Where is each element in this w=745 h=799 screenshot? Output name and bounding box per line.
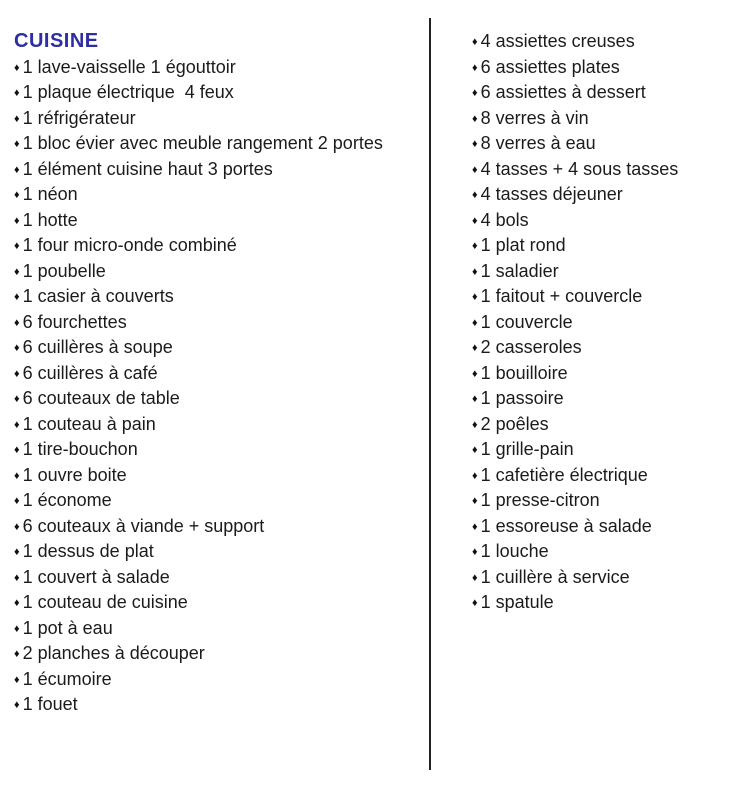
item-text: 2 poêles: [480, 413, 549, 434]
diamond-bullet-icon: ♦: [472, 495, 478, 507]
item-text: 1 essoreuse à salade: [480, 515, 652, 536]
list-item: [472, 233, 742, 259]
list-item: [14, 361, 426, 387]
item-text: 1 dessus de plat: [22, 541, 154, 561]
diamond-bullet-icon: ♦: [472, 265, 478, 278]
item-text: 6 couteaux de table: [22, 388, 180, 408]
diamond-bullet-icon: ♦: [14, 138, 20, 150]
list-item: [14, 641, 426, 667]
list-item: [14, 488, 426, 514]
diamond-bullet-icon: ♦: [14, 112, 20, 125]
list-item: [472, 284, 742, 310]
list-item: [472, 80, 742, 106]
diamond-bullet-icon: ♦: [472, 418, 478, 431]
diamond-bullet-icon: ♦: [14, 520, 20, 533]
list-item: [14, 667, 426, 693]
diamond-bullet-icon: ♦: [472, 87, 478, 99]
item-text: 1 cafetière électrique: [480, 464, 648, 485]
left-column: [14, 29, 426, 718]
item-text: 1 bouilloire: [480, 362, 568, 383]
item-text: 1 néon: [22, 184, 78, 204]
list-item: [14, 335, 426, 361]
diamond-bullet-icon: ♦: [14, 622, 20, 635]
list-item: [14, 233, 426, 259]
diamond-bullet-icon: ♦: [14, 444, 20, 456]
item-text: 1 pot à eau: [22, 617, 113, 638]
list-item: [472, 157, 742, 183]
list-item: [14, 590, 426, 616]
item-text: 1 louche: [480, 541, 549, 561]
item-text: 4 assiettes creuses: [480, 31, 635, 51]
list-item: [472, 106, 742, 132]
list-item: [472, 590, 742, 616]
diamond-bullet-icon: ♦: [14, 163, 20, 176]
list-item: [14, 616, 426, 642]
item-text: 1 spatule: [480, 592, 554, 612]
list-item: [14, 437, 426, 463]
diamond-bullet-icon: ♦: [472, 112, 478, 125]
item-text: 1 grille-pain: [480, 439, 574, 459]
item-text: 6 assiettes à dessert: [480, 82, 646, 102]
list-item: [14, 80, 426, 106]
diamond-bullet-icon: ♦: [14, 214, 20, 227]
item-text: 1 couvercle: [480, 311, 573, 332]
diamond-bullet-icon: ♦: [14, 87, 20, 99]
item-text: 1 plat rond: [480, 235, 566, 255]
diamond-bullet-icon: ♦: [472, 36, 478, 48]
diamond-bullet-icon: ♦: [14, 393, 20, 405]
right-column: [472, 29, 742, 616]
diamond-bullet-icon: ♦: [14, 546, 20, 558]
item-text: 1 fouet: [22, 694, 78, 714]
item-text: 1 réfrigérateur: [22, 107, 136, 128]
diamond-bullet-icon: ♦: [472, 240, 478, 252]
diamond-bullet-icon: ♦: [472, 291, 478, 303]
diamond-bullet-icon: ♦: [14, 367, 20, 380]
item-text: 6 cuillères à café: [22, 362, 158, 383]
diamond-bullet-icon: ♦: [472, 342, 478, 354]
list-item: [472, 463, 742, 489]
diamond-bullet-icon: ♦: [14, 418, 20, 431]
list-item: [14, 514, 426, 540]
diamond-bullet-icon: ♦: [14, 61, 20, 74]
item-text: 1 faitout + couvercle: [480, 286, 643, 306]
diamond-bullet-icon: ♦: [472, 444, 478, 456]
diamond-bullet-icon: ♦: [472, 546, 478, 558]
item-text: 1 plaque électrique 4 feux: [22, 82, 234, 102]
item-text: 1 économe: [22, 490, 112, 510]
item-text: 6 couteaux à viande + support: [22, 515, 265, 536]
item-text: 1 casier à couverts: [22, 286, 174, 306]
list-item: [472, 182, 742, 208]
list-item: [14, 310, 426, 336]
item-text: 1 hotte: [22, 209, 78, 230]
item-text: 1 couteau de cuisine: [22, 592, 188, 612]
list-item: [472, 335, 742, 361]
item-text: 6 fourchettes: [22, 311, 127, 332]
diamond-bullet-icon: ♦: [472, 520, 478, 533]
item-text: 1 poubelle: [22, 260, 106, 281]
diamond-bullet-icon: ♦: [472, 138, 478, 150]
diamond-bullet-icon: ♦: [14, 189, 20, 201]
list-item: [14, 208, 426, 234]
item-text: 1 bloc évier avec meuble rangement 2 portes: [22, 133, 383, 153]
diamond-bullet-icon: ♦: [14, 571, 20, 584]
list-item: [14, 157, 426, 183]
list-item: [472, 488, 742, 514]
item-text: 4 tasses déjeuner: [480, 184, 623, 204]
diamond-bullet-icon: ♦: [14, 469, 20, 482]
item-text: 1 saladier: [480, 260, 559, 281]
diamond-bullet-icon: ♦: [472, 367, 478, 380]
list-item: [472, 29, 742, 55]
item-text: 6 cuillères à soupe: [22, 337, 173, 357]
diamond-bullet-icon: ♦: [472, 163, 478, 176]
list-item: [472, 386, 742, 412]
diamond-bullet-icon: ♦: [472, 393, 478, 405]
item-text: 6 assiettes plates: [480, 56, 620, 77]
list-item: [472, 565, 742, 591]
item-text: 1 couvert à salade: [22, 566, 170, 587]
column-divider: [429, 18, 431, 770]
diamond-bullet-icon: ♦: [472, 597, 478, 609]
list-item: [472, 539, 742, 565]
diamond-bullet-icon: ♦: [14, 316, 20, 329]
list-item: [14, 284, 426, 310]
list-item: [472, 437, 742, 463]
diamond-bullet-icon: ♦: [472, 571, 478, 584]
item-text: 4 bols: [480, 209, 529, 230]
list-item: [472, 310, 742, 336]
list-item: [14, 412, 426, 438]
list-item: [14, 692, 426, 718]
item-text: 1 ouvre boite: [22, 464, 127, 485]
item-text: 8 verres à vin: [480, 107, 589, 128]
diamond-bullet-icon: ♦: [14, 648, 20, 660]
item-text: 1 lave-vaisselle 1 égouttoir: [22, 56, 236, 77]
item-text: 1 couteau à pain: [22, 413, 156, 434]
list-item: [472, 412, 742, 438]
item-text: 2 planches à découper: [22, 643, 205, 663]
diamond-bullet-icon: ♦: [14, 291, 20, 303]
list-item: [14, 55, 426, 81]
list-item: [14, 182, 426, 208]
diamond-bullet-icon: ♦: [472, 469, 478, 482]
list-item: [14, 463, 426, 489]
item-text: 1 tire-bouchon: [22, 439, 138, 459]
diamond-bullet-icon: ♦: [14, 597, 20, 609]
item-text: 2 casseroles: [480, 337, 582, 357]
item-text: 1 four micro-onde combiné: [22, 235, 237, 255]
item-text: 8 verres à eau: [480, 133, 596, 153]
diamond-bullet-icon: ♦: [14, 495, 20, 507]
list-item: [14, 259, 426, 285]
list-item: [14, 539, 426, 565]
item-text: 1 passoire: [480, 388, 564, 408]
list-item: [472, 55, 742, 81]
list-item: [14, 565, 426, 591]
list-item: [472, 361, 742, 387]
diamond-bullet-icon: ♦: [472, 61, 478, 74]
item-text: 1 élément cuisine haut 3 portes: [22, 158, 273, 179]
item-text: 4 tasses + 4 sous tasses: [480, 158, 679, 179]
diamond-bullet-icon: ♦: [472, 214, 478, 227]
diamond-bullet-icon: ♦: [14, 265, 20, 278]
page-title: CUISINE: [14, 30, 99, 52]
list-item: [14, 131, 426, 157]
list-item: [472, 514, 742, 540]
list-item: [472, 208, 742, 234]
diamond-bullet-icon: ♦: [472, 189, 478, 201]
list-item: [14, 386, 426, 412]
item-text: 1 presse-citron: [480, 490, 600, 510]
diamond-bullet-icon: ♦: [14, 699, 20, 711]
diamond-bullet-icon: ♦: [472, 316, 478, 329]
diamond-bullet-icon: ♦: [14, 673, 20, 686]
list-item: [472, 131, 742, 157]
item-text: 1 écumoire: [22, 668, 112, 689]
list-item: [14, 106, 426, 132]
diamond-bullet-icon: ♦: [14, 240, 20, 252]
item-text: 1 cuillère à service: [480, 566, 630, 587]
list-item: [472, 259, 742, 285]
diamond-bullet-icon: ♦: [14, 342, 20, 354]
